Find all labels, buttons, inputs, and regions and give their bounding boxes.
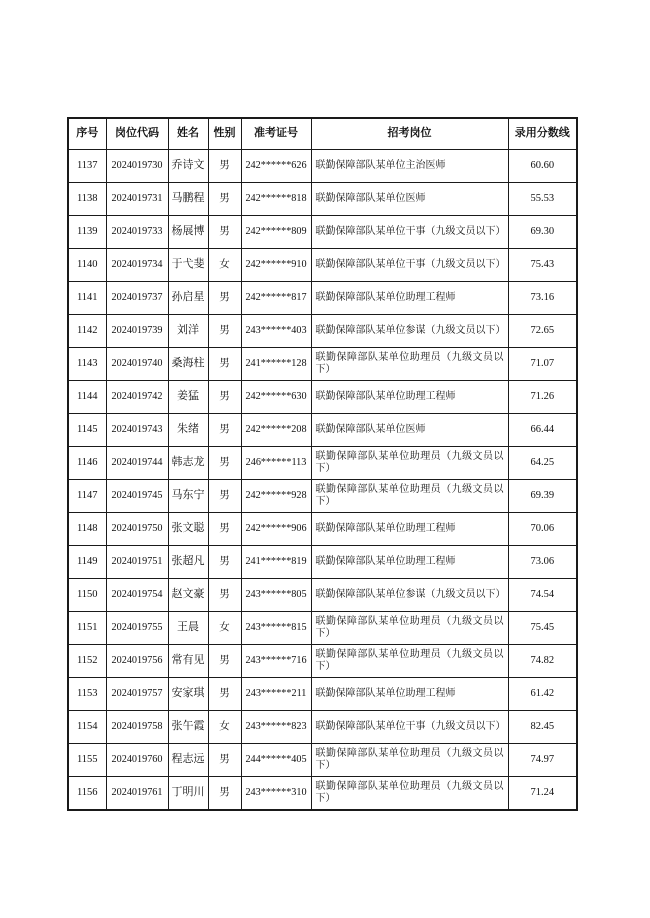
cell-position: 联勤保障部队某单位助理工程师 [311,282,508,315]
cell-score: 74.97 [508,744,577,777]
cell-gender: 男 [208,678,241,711]
cell-position: 联勤保障部队某单位医师 [311,414,508,447]
table-row [68,414,577,447]
cell-ticket: 242******208 [241,414,311,447]
cell-score: 70.06 [508,513,577,546]
cell-name: 王晨 [168,612,208,645]
cell-name: 孙启星 [168,282,208,315]
cell-name: 张午霞 [168,711,208,744]
cell-position: 联勤保障部队某单位助理工程师 [311,381,508,414]
cell-ticket: 242******809 [241,216,311,249]
cell-position: 联勤保障部队某单位助理员（九级文员以下） [311,612,508,645]
cell-code: 2024019744 [106,447,168,480]
cell-code: 2024019739 [106,315,168,348]
cell-seq: 1152 [68,645,106,678]
table-row [68,216,577,249]
cell-seq: 1138 [68,183,106,216]
cell-ticket: 243******805 [241,579,311,612]
cell-position: 联勤保障部队某单位助理工程师 [311,546,508,579]
cell-position: 联勤保障部队某单位助理工程师 [311,513,508,546]
cell-ticket: 243******823 [241,711,311,744]
cell-code: 2024019750 [106,513,168,546]
cell-seq: 1151 [68,612,106,645]
cell-code: 2024019761 [106,777,168,811]
cell-gender: 女 [208,249,241,282]
cell-position: 联勤保障部队某单位助理员（九级文员以下） [311,447,508,480]
table-row [68,513,577,546]
table-row [68,381,577,414]
table-row [68,612,577,645]
cell-seq: 1150 [68,579,106,612]
cell-score: 60.60 [508,150,577,183]
cell-score: 75.43 [508,249,577,282]
cell-name: 丁明川 [168,777,208,811]
cell-code: 2024019757 [106,678,168,711]
cell-name: 于弋斐 [168,249,208,282]
cell-code: 2024019731 [106,183,168,216]
table-row [68,777,577,811]
cell-score: 74.54 [508,579,577,612]
cell-name: 赵文豪 [168,579,208,612]
cell-score: 71.26 [508,381,577,414]
cell-code: 2024019730 [106,150,168,183]
cell-code: 2024019743 [106,414,168,447]
cell-ticket: 243******815 [241,612,311,645]
table-row [68,744,577,777]
table-row [68,711,577,744]
cell-seq: 1147 [68,480,106,513]
cell-code: 2024019734 [106,249,168,282]
cell-score: 75.45 [508,612,577,645]
cell-position: 联勤保障部队某单位助理员（九级文员以下） [311,480,508,513]
table-body [68,150,577,811]
cell-score: 71.07 [508,348,577,381]
cell-ticket: 243******211 [241,678,311,711]
cell-name: 刘洋 [168,315,208,348]
cell-seq: 1144 [68,381,106,414]
cell-code: 2024019745 [106,480,168,513]
column-header-ticket: 准考证号 [241,118,311,150]
cell-gender: 男 [208,480,241,513]
cell-name: 张文聪 [168,513,208,546]
cell-name: 程志远 [168,744,208,777]
cell-ticket: 244******405 [241,744,311,777]
cell-score: 71.24 [508,777,577,811]
cell-code: 2024019740 [106,348,168,381]
cell-code: 2024019733 [106,216,168,249]
cell-position: 联勤保障部队某单位干事（九级文员以下） [311,249,508,282]
cell-seq: 1145 [68,414,106,447]
cell-gender: 男 [208,546,241,579]
table-row [68,282,577,315]
cell-seq: 1156 [68,777,106,811]
cell-name: 桑海柱 [168,348,208,381]
table-row [68,183,577,216]
cell-name: 乔诗文 [168,150,208,183]
cell-code: 2024019756 [106,645,168,678]
cell-name: 杨展博 [168,216,208,249]
table-row [68,678,577,711]
cell-code: 2024019737 [106,282,168,315]
cell-ticket: 242******626 [241,150,311,183]
table-row [68,315,577,348]
cell-gender: 男 [208,282,241,315]
cell-gender: 男 [208,777,241,811]
cell-gender: 男 [208,381,241,414]
score-table [67,117,578,811]
cell-score: 82.45 [508,711,577,744]
table-row [68,150,577,183]
cell-gender: 女 [208,711,241,744]
cell-ticket: 241******128 [241,348,311,381]
cell-seq: 1146 [68,447,106,480]
cell-seq: 1139 [68,216,106,249]
cell-name: 安家琪 [168,678,208,711]
cell-ticket: 242******630 [241,381,311,414]
column-header-gender: 性别 [208,118,241,150]
cell-ticket: 241******819 [241,546,311,579]
cell-gender: 男 [208,579,241,612]
column-header-position: 招考岗位 [311,118,508,150]
cell-gender: 女 [208,612,241,645]
cell-gender: 男 [208,348,241,381]
cell-ticket: 243******403 [241,315,311,348]
cell-seq: 1148 [68,513,106,546]
cell-position: 联勤保障部队某单位助理员（九级文员以下） [311,744,508,777]
cell-position: 联勤保障部队某单位参谋（九级文员以下） [311,579,508,612]
cell-position: 联勤保障部队某单位助理员（九级文员以下） [311,645,508,678]
cell-score: 74.82 [508,645,577,678]
cell-seq: 1141 [68,282,106,315]
cell-ticket: 246******113 [241,447,311,480]
cell-code: 2024019754 [106,579,168,612]
cell-code: 2024019751 [106,546,168,579]
cell-position: 联勤保障部队某单位参谋（九级文员以下） [311,315,508,348]
cell-gender: 男 [208,150,241,183]
cell-ticket: 242******910 [241,249,311,282]
column-header-code: 岗位代码 [106,118,168,150]
cell-ticket: 242******817 [241,282,311,315]
cell-gender: 男 [208,216,241,249]
cell-gender: 男 [208,513,241,546]
cell-score: 66.44 [508,414,577,447]
cell-ticket: 243******716 [241,645,311,678]
cell-score: 69.39 [508,480,577,513]
cell-name: 姜猛 [168,381,208,414]
cell-position: 联勤保障部队某单位助理员（九级文员以下） [311,348,508,381]
cell-position: 联勤保障部队某单位助理员（九级文员以下） [311,777,508,811]
cell-ticket: 242******928 [241,480,311,513]
cell-seq: 1153 [68,678,106,711]
cell-position: 联勤保障部队某单位干事（九级文员以下） [311,711,508,744]
table-row [68,249,577,282]
cell-position: 联勤保障部队某单位干事（九级文员以下） [311,216,508,249]
cell-ticket: 242******818 [241,183,311,216]
table-row [68,348,577,381]
cell-gender: 男 [208,447,241,480]
cell-gender: 男 [208,414,241,447]
cell-code: 2024019742 [106,381,168,414]
cell-name: 常有见 [168,645,208,678]
cell-score: 55.53 [508,183,577,216]
cell-name: 张超凡 [168,546,208,579]
cell-seq: 1155 [68,744,106,777]
column-header-seq: 序号 [68,118,106,150]
table-row [68,579,577,612]
cell-gender: 男 [208,183,241,216]
cell-code: 2024019760 [106,744,168,777]
cell-code: 2024019755 [106,612,168,645]
cell-ticket: 242******906 [241,513,311,546]
cell-score: 72.65 [508,315,577,348]
cell-name: 马鹏程 [168,183,208,216]
column-header-name: 姓名 [168,118,208,150]
cell-seq: 1140 [68,249,106,282]
cell-ticket: 243******310 [241,777,311,811]
cell-gender: 男 [208,645,241,678]
table-header [68,118,577,150]
table-row [68,645,577,678]
cell-position: 联勤保障部队某单位主治医师 [311,150,508,183]
cell-name: 朱绪 [168,414,208,447]
cell-score: 64.25 [508,447,577,480]
table-row [68,447,577,480]
cell-name: 韩志龙 [168,447,208,480]
cell-seq: 1149 [68,546,106,579]
cell-gender: 男 [208,744,241,777]
cell-score: 61.42 [508,678,577,711]
cell-position: 联勤保障部队某单位助理工程师 [311,678,508,711]
cell-score: 73.06 [508,546,577,579]
cell-seq: 1154 [68,711,106,744]
cell-position: 联勤保障部队某单位医师 [311,183,508,216]
cell-seq: 1142 [68,315,106,348]
cell-code: 2024019758 [106,711,168,744]
table-row [68,546,577,579]
table-header-row [68,118,577,150]
cell-name: 马东宁 [168,480,208,513]
column-header-score: 录用分数线 [508,118,577,150]
cell-score: 69.30 [508,216,577,249]
cell-gender: 男 [208,315,241,348]
table-row [68,480,577,513]
cell-score: 73.16 [508,282,577,315]
cell-seq: 1143 [68,348,106,381]
cell-seq: 1137 [68,150,106,183]
